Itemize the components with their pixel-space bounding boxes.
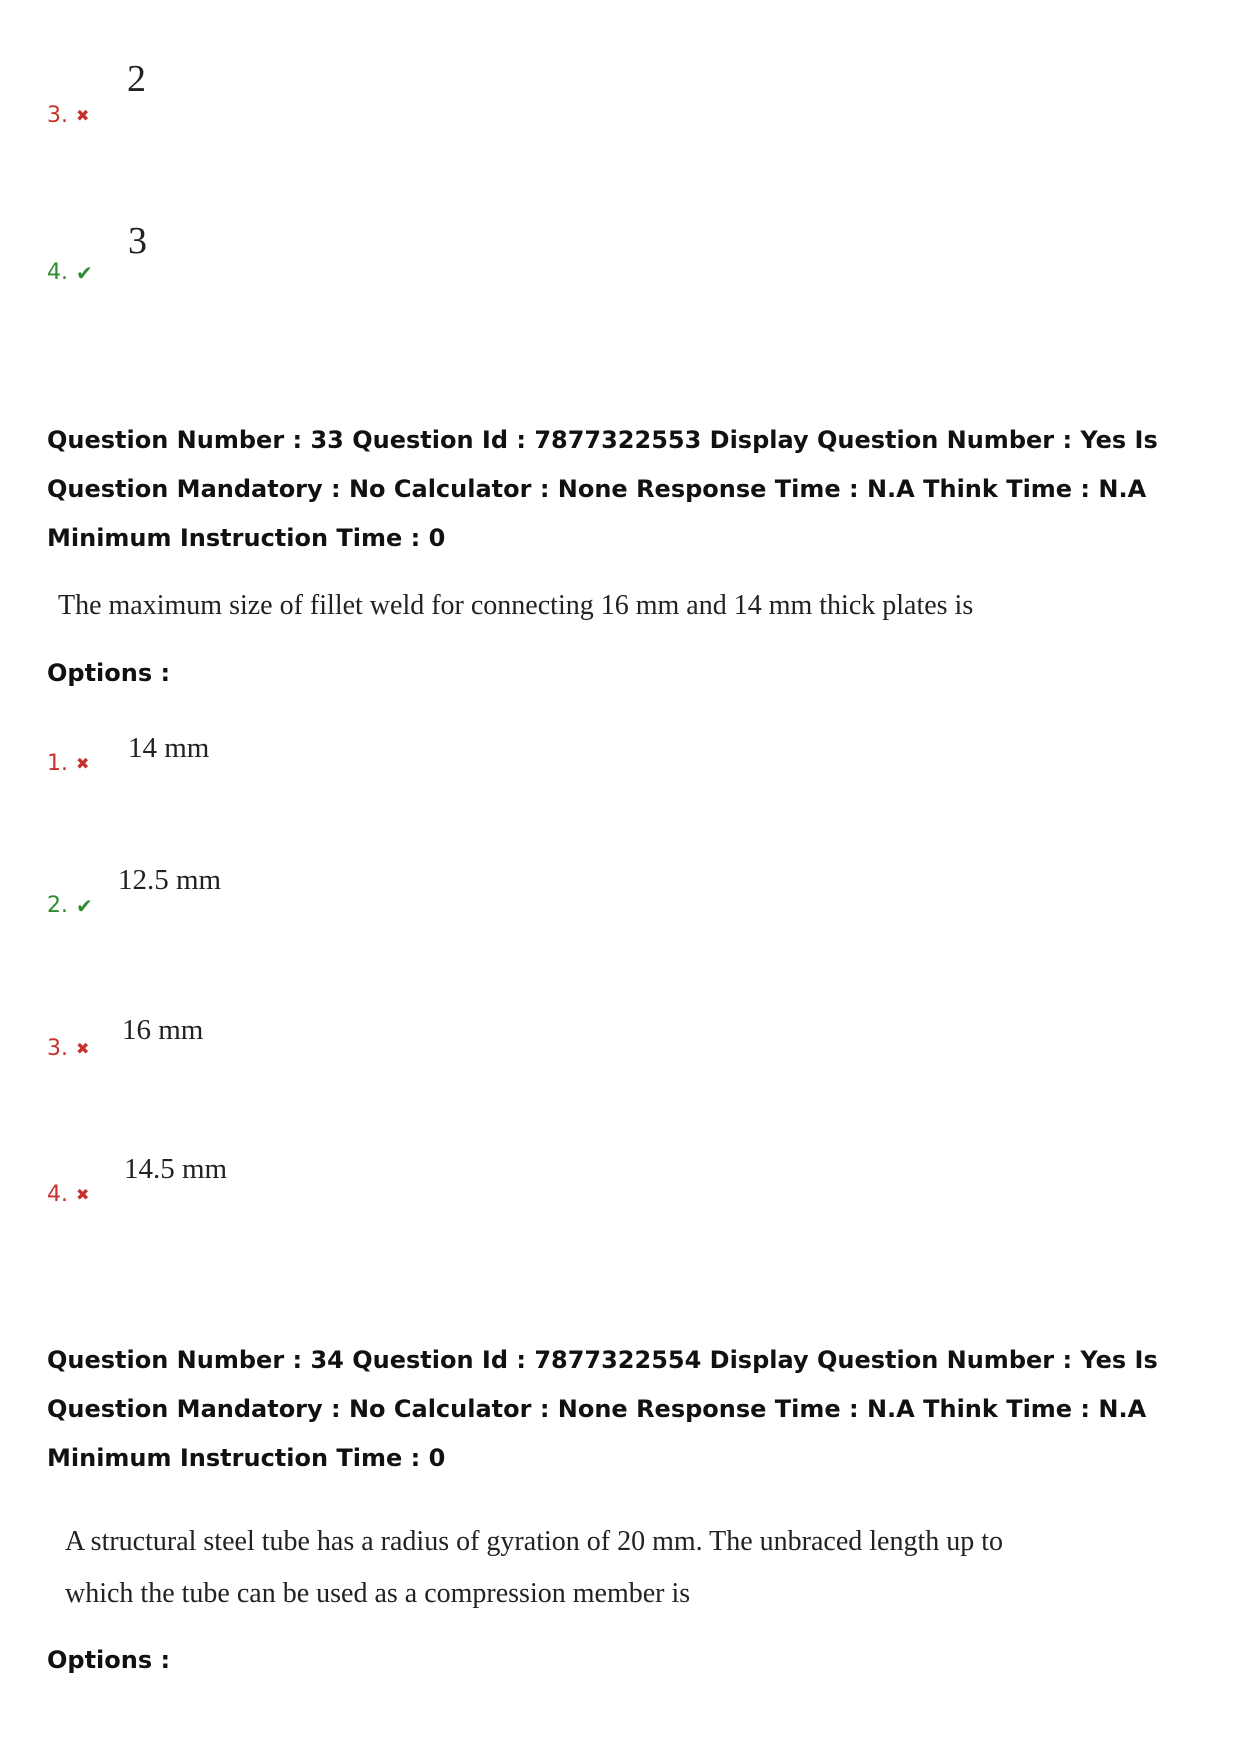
question-header: Question Number : 34 Question Id : 7877322554 Display Question Number : Yes Is Question Mandatory : No Calculator : None Response Time : N.A Think Time : N.A Minimum Instruction Time : 0 <box>47 1346 1158 1472</box>
option-number-label: 1. <box>47 751 68 776</box>
question-text-line: which the tube can be used as a compression member is <box>65 1578 691 1609</box>
options-label: Options : <box>47 1646 171 1674</box>
option-value: 14.5 mm <box>124 1153 228 1185</box>
check-icon: ✔ <box>76 894 93 918</box>
option-value: 2 <box>127 58 146 100</box>
option-number-label: 2. <box>47 893 68 918</box>
option-number-label: 3. <box>47 1036 68 1061</box>
option-number <box>47 1184 89 1206</box>
question-text: The maximum size of fillet weld for connecting 16 mm and 14 mm thick plates is <box>58 590 974 621</box>
option-number-label: 4. <box>47 1182 68 1207</box>
option-value: 3 <box>128 220 147 262</box>
option-number <box>47 753 89 775</box>
cross-icon: ✖ <box>76 1185 90 1204</box>
cross-icon: ✖ <box>76 754 90 773</box>
options-label: Options : <box>47 659 171 687</box>
option-number-label: 4. <box>47 260 68 285</box>
option-value: 12.5 mm <box>118 864 222 896</box>
cross-icon: ✖ <box>76 1039 90 1058</box>
option-number <box>47 105 89 127</box>
check-icon: ✔ <box>76 261 93 285</box>
cross-icon: ✖ <box>76 106 90 125</box>
option-value: 16 mm <box>122 1014 204 1046</box>
question-header: Question Number : 33 Question Id : 7877322553 Display Question Number : Yes Is Question Mandatory : No Calculator : None Response Time : N.A Think Time : N.A Minimum Instruction Time : 0 <box>47 426 1158 552</box>
option-number <box>47 262 93 284</box>
option-number <box>47 1038 89 1060</box>
option-value: 14 mm <box>128 732 210 764</box>
question-text-line: A structural steel tube has a radius of gyration of 20 mm. The unbraced length up to <box>65 1526 1004 1557</box>
option-number <box>47 895 93 917</box>
option-number-label: 3. <box>47 103 68 128</box>
